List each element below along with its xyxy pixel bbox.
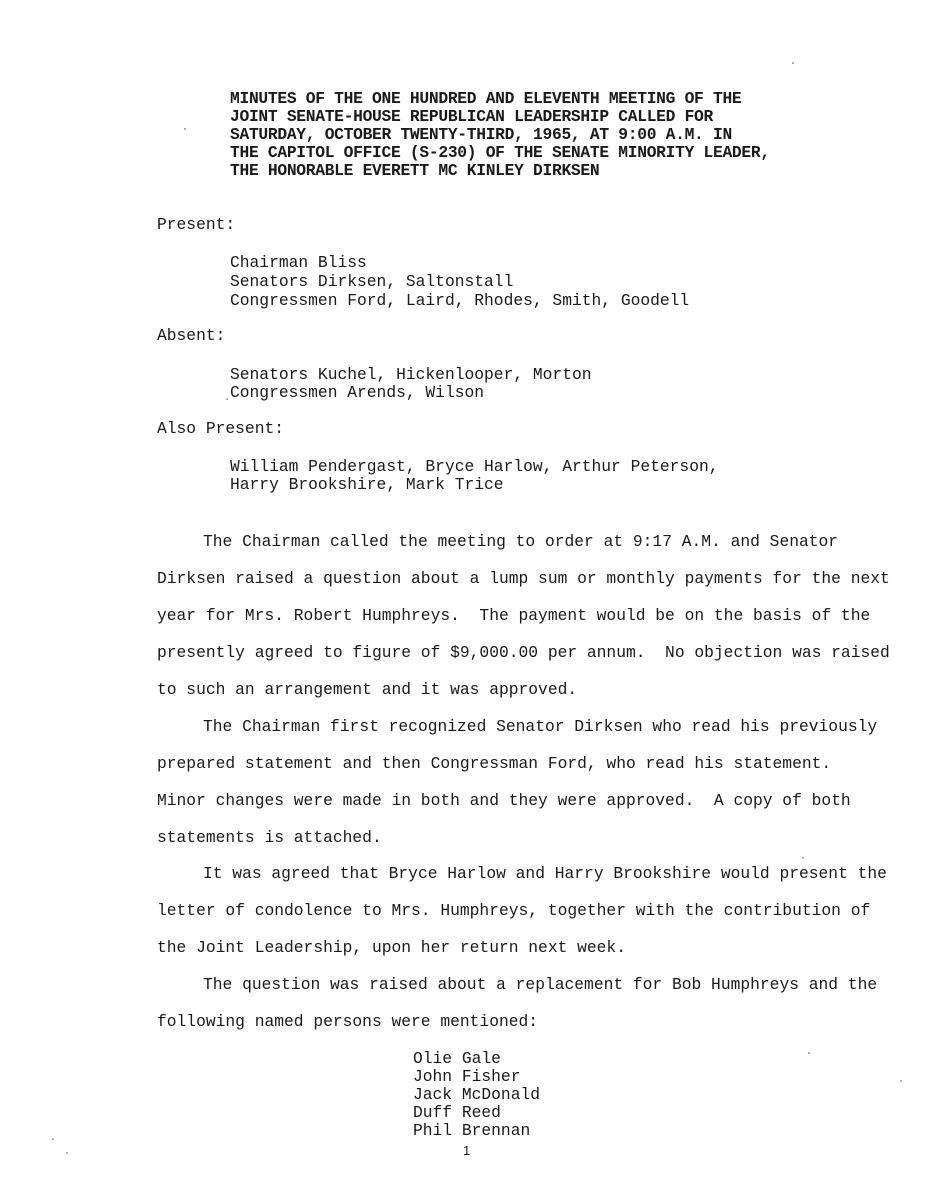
also-present-line: William Pendergast, Bryce Harlow, Arthur Peterson,	[230, 457, 719, 476]
scan-speck	[802, 857, 804, 859]
absent-label: Absent:	[157, 326, 226, 345]
attendee-line: Chairman Bliss	[230, 253, 367, 272]
paragraph-line: letter of condolence to Mrs. Humphreys, together with the contribution of	[157, 901, 871, 920]
title-line: THE CAPITOL OFFICE (S-230) OF THE SENATE MINORITY LEADER,	[230, 143, 770, 162]
scan-speck	[226, 398, 228, 400]
absentee-line: Senators Kuchel, Hickenlooper, Morton	[230, 365, 592, 384]
scan-speck	[900, 1080, 902, 1082]
paragraph-line: to such an arrangement and it was approved.	[157, 680, 578, 699]
absentee-line: Congressmen Arends, Wilson	[230, 383, 485, 402]
title-line: MINUTES OF THE ONE HUNDRED AND ELEVENTH MEETING OF THE	[230, 89, 742, 108]
list-item: John Fisher	[413, 1067, 521, 1086]
paragraph-line: following named persons were mentioned:	[157, 1012, 539, 1031]
scan-speck	[52, 1138, 54, 1140]
also-present-label: Also Present:	[157, 419, 285, 438]
paragraph-line: prepared statement and then Congressman Ford, who read his statement.	[157, 754, 832, 773]
paragraph-line: presently agreed to figure of $9,000.00 per annum. No objection was raised	[157, 643, 890, 662]
paragraph-line: The question was raised about a replacement for Bob Humphreys and the	[203, 975, 878, 994]
paragraph-line: Minor changes were made in both and they were approved. A copy of both	[157, 791, 851, 810]
scan-speck	[184, 128, 186, 130]
attendee-line: Senators Dirksen, Saltonstall	[230, 272, 514, 291]
paragraph-line: It was agreed that Bryce Harlow and Harry Brookshire would present the	[203, 864, 887, 883]
list-item: Jack McDonald	[413, 1085, 541, 1104]
title-line: SATURDAY, OCTOBER TWENTY-THIRD, 1965, AT 9:00 A.M. IN	[230, 125, 732, 144]
scan-speck	[792, 62, 794, 64]
paragraph-line: year for Mrs. Robert Humphreys. The payment would be on the basis of the	[157, 606, 871, 625]
paragraph-line: The Chairman first recognized Senator Dirksen who read his previously	[203, 717, 878, 736]
paragraph-line: The Chairman called the meeting to order at 9:17 A.M. and Senator	[203, 532, 839, 551]
paragraph-line: the Joint Leadership, upon her return next week.	[157, 938, 626, 957]
scan-speck	[66, 1152, 68, 1154]
title-line: JOINT SENATE-HOUSE REPUBLICAN LEADERSHIP CALLED FOR	[230, 107, 713, 126]
attendee-line: Congressmen Ford, Laird, Rhodes, Smith, Goodell	[230, 291, 690, 310]
title-line: THE HONORABLE EVERETT MC KINLEY DIRKSEN	[230, 161, 600, 180]
scan-speck	[808, 1052, 810, 1054]
paragraph-line: Dirksen raised a question about a lump sum or monthly payments for the next	[157, 569, 890, 588]
list-item: Olie Gale	[413, 1049, 501, 1068]
list-item: Phil Brennan	[413, 1121, 531, 1140]
present-label: Present:	[157, 215, 236, 234]
paragraph-line: statements is attached.	[157, 828, 382, 847]
page-number: 1	[463, 1143, 471, 1158]
also-present-line: Harry Brookshire, Mark Trice	[230, 475, 504, 494]
list-item: Duff Reed	[413, 1103, 501, 1122]
